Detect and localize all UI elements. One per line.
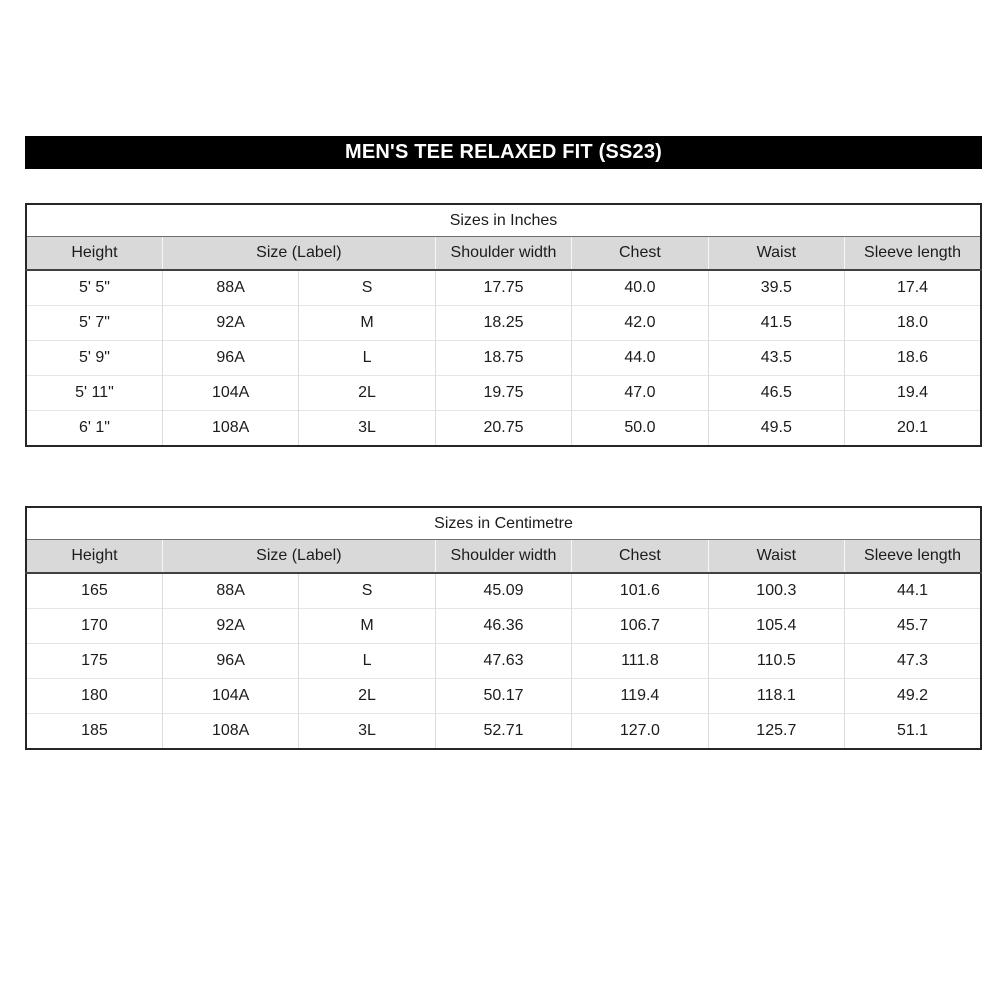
table-cell: 43.5 <box>708 341 844 376</box>
table-cell: 3L <box>299 714 435 750</box>
table-row <box>26 573 981 609</box>
table-cell: 39.5 <box>708 270 844 306</box>
table-cell: L <box>299 341 435 376</box>
table-cell: 18.25 <box>435 306 571 341</box>
table-cell: 2L <box>299 679 435 714</box>
table-cell: L <box>299 644 435 679</box>
table-cell: 49.5 <box>708 411 844 447</box>
table-row <box>26 411 981 447</box>
table-row <box>26 270 981 306</box>
table-cell: 6' 1" <box>26 411 162 447</box>
table-cell: 45.09 <box>435 573 571 609</box>
table-cell: 180 <box>26 679 162 714</box>
table-cell: 50.0 <box>572 411 708 447</box>
table-cell: 118.1 <box>708 679 844 714</box>
table-header-row <box>26 540 981 574</box>
table-caption: Sizes in Inches <box>26 204 981 237</box>
table-cell: 104A <box>162 376 298 411</box>
table-cell: 165 <box>81 582 108 599</box>
col-header-height: Height <box>26 540 162 574</box>
sizes-in-centimetre-table <box>25 506 982 750</box>
table-cell: S <box>299 573 435 609</box>
table-cell: 5' 7" <box>26 306 162 341</box>
table-cell: 5' 9" <box>26 341 162 376</box>
table-cell: 46.5 <box>708 376 844 411</box>
table-row <box>26 609 981 644</box>
table-cell: 125.7 <box>708 714 844 750</box>
table-cell: 17.75 <box>435 270 571 306</box>
table-cell: 170 <box>26 609 162 644</box>
table-cell: 104A <box>162 679 298 714</box>
table-cell: 45.7 <box>845 609 981 644</box>
table-row <box>26 341 981 376</box>
table-cell: 40.0 <box>572 270 708 306</box>
table-cell: 185 <box>26 714 162 750</box>
table-cell: 3L <box>299 411 435 447</box>
table-row <box>26 644 981 679</box>
table-cell: 88A <box>162 270 298 306</box>
table-cell: 5' 11" <box>26 376 162 411</box>
table-cell: 50.17 <box>435 679 571 714</box>
table-cell: 19.4 <box>845 376 981 411</box>
table-cell: 18.6 <box>845 341 981 376</box>
table-cell: 108A <box>162 411 298 447</box>
table-row <box>26 714 981 750</box>
table-cell: 2L <box>299 376 435 411</box>
page-title: MEN'S TEE RELAXED FIT (SS23) <box>344 141 663 163</box>
table-cell: 18.0 <box>845 306 981 341</box>
table-cell: 88A <box>162 573 298 609</box>
table-cell: 127.0 <box>572 714 708 750</box>
table-cell: 119.4 <box>572 679 708 714</box>
table-cell: 5' 5" <box>78 279 110 296</box>
col-header-chest: Chest <box>572 540 708 574</box>
table-cell: 19.75 <box>435 376 571 411</box>
table-cell: 44.0 <box>572 341 708 376</box>
table-cell: 96A <box>162 644 298 679</box>
table-cell: 92A <box>162 609 298 644</box>
table-cell: 42.0 <box>572 306 708 341</box>
table-cell: M <box>299 609 435 644</box>
table-cell: 41.5 <box>708 306 844 341</box>
table-cell: 96A <box>162 341 298 376</box>
table-cell: 46.36 <box>435 609 571 644</box>
col-header-chest: Chest <box>572 237 708 271</box>
table-cell: 17.4 <box>845 270 981 306</box>
col-header-size-label: Size (Label) <box>162 540 435 574</box>
table-cell: 44.1 <box>845 573 981 609</box>
table-cell: 108A <box>162 714 298 750</box>
table-header-row <box>26 237 981 271</box>
col-header-sleeve-length: Sleeve length <box>845 237 981 271</box>
table-row <box>26 306 981 341</box>
table-cell: 47.3 <box>845 644 981 679</box>
col-header-sleeve-length: Sleeve length <box>845 540 981 574</box>
table-cell: M <box>299 306 435 341</box>
col-header-size-label: Size (Label) <box>162 237 435 271</box>
table-cell: 18.75 <box>435 341 571 376</box>
col-header-shoulder-width: Shoulder width <box>435 540 571 574</box>
table-cell: 51.1 <box>845 714 981 750</box>
table-caption-row <box>26 204 981 237</box>
table-cell: 111.8 <box>572 644 708 679</box>
table-cell: 92A <box>162 306 298 341</box>
table-cell: 47.63 <box>435 644 571 679</box>
table-cell: 101.6 <box>572 573 708 609</box>
table-cell: 106.7 <box>572 609 708 644</box>
table-cell: 100.3 <box>708 573 844 609</box>
table-caption: Sizes in Centimetre <box>26 507 981 540</box>
col-header-shoulder-width: Shoulder width <box>435 237 571 271</box>
sizes-in-inches-table <box>25 203 982 447</box>
table-row <box>26 376 981 411</box>
table-cell: 175 <box>26 644 162 679</box>
table-cell: 49.2 <box>845 679 981 714</box>
table-cell: 20.1 <box>845 411 981 447</box>
col-header-waist: Waist <box>708 237 844 271</box>
col-header-height: Height <box>26 237 162 271</box>
col-header-waist: Waist <box>708 540 844 574</box>
title-banner <box>25 136 982 169</box>
table-row <box>26 679 981 714</box>
table-cell: 52.71 <box>435 714 571 750</box>
table-cell: 20.75 <box>435 411 571 447</box>
table-cell: 47.0 <box>572 376 708 411</box>
table-cell: 110.5 <box>708 644 844 679</box>
table-cell: 105.4 <box>708 609 844 644</box>
table-cell: S <box>299 270 435 306</box>
table-caption-row <box>26 507 981 540</box>
